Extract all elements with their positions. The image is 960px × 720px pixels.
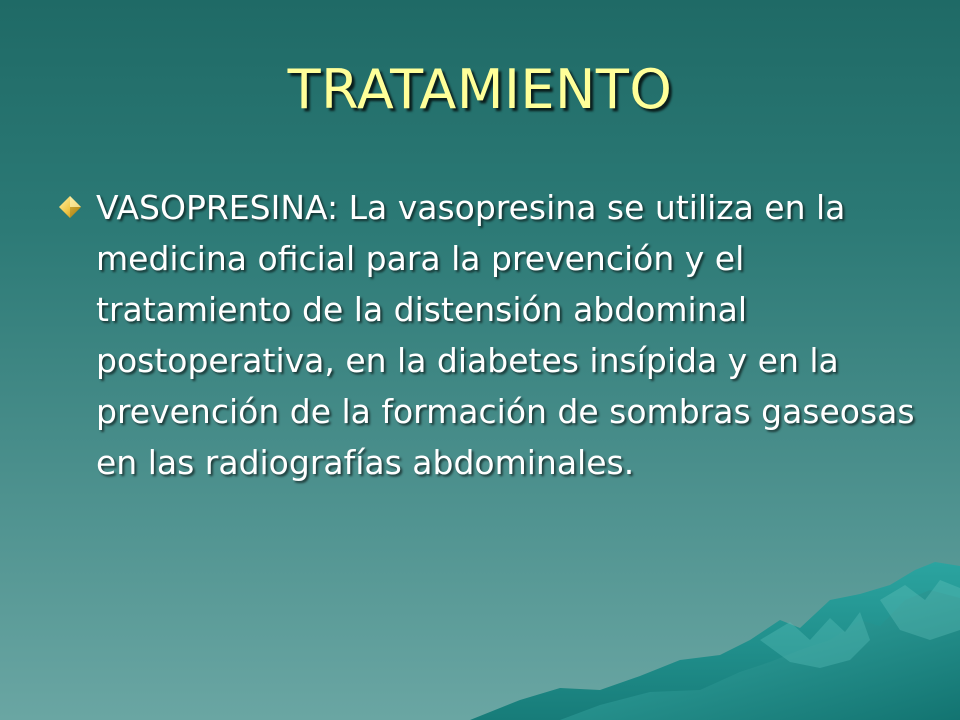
slide-title: TRATAMIENTO: [287, 58, 673, 121]
diamond-bullet-icon: [58, 195, 82, 219]
bullet-text: VASOPRESINA: La vasopresina se utiliza en la medicina oficial para la prevención y el tratamiento de la distensión abdominal postoperativa, en la diabetes insípida y en la prevención de la formación de sombras gaseosas en las radiografías abdominales.: [96, 188, 915, 482]
bullet-list: [58, 182, 918, 488]
bullet-item: [58, 182, 918, 488]
